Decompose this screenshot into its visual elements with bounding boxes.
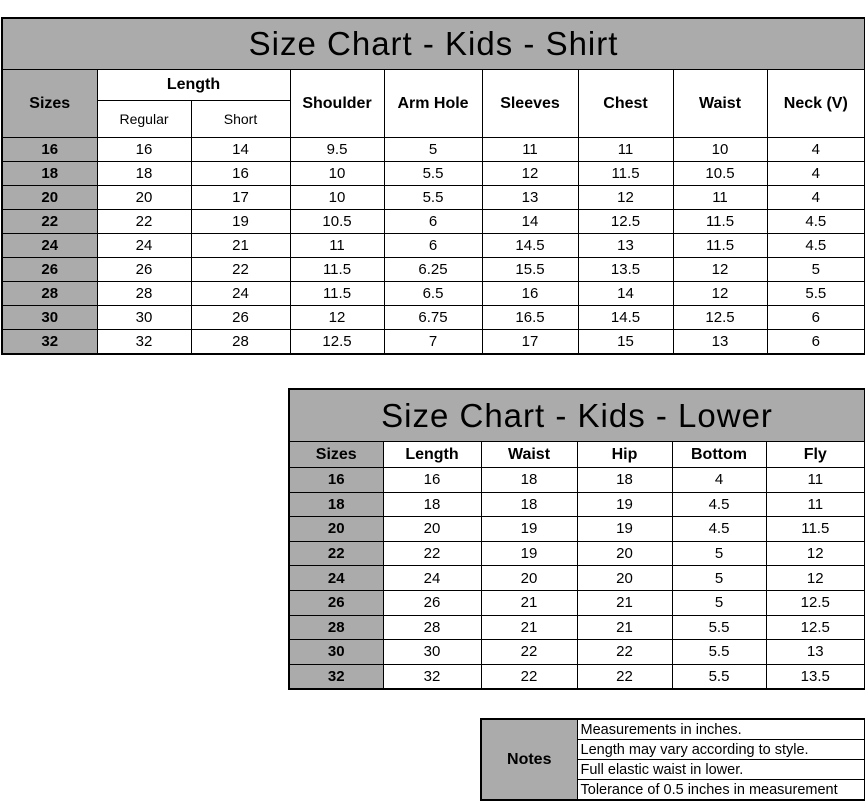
shirt-size-value: 12.5 (290, 330, 384, 355)
shirt-size-value: 22 (97, 210, 191, 234)
shirt-size-value: 4 (767, 186, 865, 210)
lower-size-value: 12.5 (766, 615, 865, 640)
shirt-size-value: 14 (482, 210, 578, 234)
size-label-cell: 24 (289, 566, 383, 591)
shirt-size-value: 6 (384, 210, 482, 234)
size-label-cell: 28 (2, 282, 97, 306)
shirt-size-value: 32 (97, 330, 191, 355)
shirt-size-value: 6.25 (384, 258, 482, 282)
size-label-cell: 18 (2, 162, 97, 186)
lower-size-value: 18 (577, 468, 672, 493)
lower-size-value: 21 (481, 615, 577, 640)
note-line: Tolerance of 0.5 inches in measurement (577, 780, 865, 801)
shirt-size-value: 9.5 (290, 138, 384, 162)
notes-box (480, 718, 865, 801)
shirt-size-value: 5.5 (384, 186, 482, 210)
shirt-size-value: 11.5 (290, 282, 384, 306)
shirt-size-value: 16 (191, 162, 290, 186)
shirt-size-value: 16 (482, 282, 578, 306)
shirt-size-row (2, 162, 865, 186)
shirt-size-value: 24 (97, 234, 191, 258)
shirt-size-value: 16.5 (482, 306, 578, 330)
size-label-cell: 26 (289, 590, 383, 615)
shirt-size-value: 11.5 (290, 258, 384, 282)
shirt-size-value: 6.5 (384, 282, 482, 306)
lower-size-value: 22 (481, 664, 577, 689)
lower-size-value: 11.5 (766, 517, 865, 542)
lower-size-table (288, 388, 865, 690)
lower-size-value: 11 (766, 492, 865, 517)
shirt-size-value: 22 (191, 258, 290, 282)
lower-header-sizes: Sizes (289, 442, 383, 468)
lower-size-row (289, 541, 865, 566)
shirt-size-value: 6 (384, 234, 482, 258)
shirt-size-row (2, 210, 865, 234)
shirt-size-value: 12 (578, 186, 673, 210)
lower-size-row (289, 615, 865, 640)
lower-size-value: 21 (577, 590, 672, 615)
shirt-size-value: 17 (191, 186, 290, 210)
shirt-size-value: 11.5 (673, 210, 767, 234)
size-label-cell: 32 (2, 330, 97, 355)
shirt-size-row (2, 282, 865, 306)
shirt-size-value: 12 (290, 306, 384, 330)
lower-size-value: 5.5 (672, 640, 766, 665)
shirt-size-value: 14 (191, 138, 290, 162)
notes-table (480, 718, 865, 801)
shirt-header-regular: Regular (97, 101, 191, 138)
shirt-size-value: 14.5 (482, 234, 578, 258)
lower-size-row (289, 468, 865, 493)
lower-header-row (289, 442, 865, 468)
lower-header-hip: Hip (577, 442, 672, 468)
shirt-size-value: 5.5 (384, 162, 482, 186)
shirt-size-row (2, 330, 865, 355)
shirt-size-value: 12 (482, 162, 578, 186)
lower-size-row (289, 640, 865, 665)
lower-size-value: 20 (577, 541, 672, 566)
lower-size-value: 18 (383, 492, 481, 517)
shirt-size-row (2, 186, 865, 210)
shirt-size-chart (1, 17, 865, 355)
shirt-size-value: 18 (97, 162, 191, 186)
shirt-size-value: 4 (767, 138, 865, 162)
lower-title-row (289, 389, 865, 442)
lower-size-value: 5 (672, 541, 766, 566)
lower-size-value: 5 (672, 590, 766, 615)
shirt-size-value: 14.5 (578, 306, 673, 330)
shirt-size-value: 10 (290, 186, 384, 210)
lower-size-value: 20 (577, 566, 672, 591)
lower-size-value: 21 (481, 590, 577, 615)
size-label-cell: 30 (2, 306, 97, 330)
size-label-cell: 32 (289, 664, 383, 689)
shirt-size-row (2, 306, 865, 330)
lower-size-value: 19 (481, 541, 577, 566)
shirt-size-value: 10 (290, 162, 384, 186)
shirt-size-value: 5 (767, 258, 865, 282)
shirt-size-value: 26 (191, 306, 290, 330)
lower-size-value: 12.5 (766, 590, 865, 615)
shirt-size-value: 11 (290, 234, 384, 258)
lower-size-value: 20 (481, 566, 577, 591)
lower-size-value: 22 (577, 664, 672, 689)
size-label-cell: 16 (289, 468, 383, 493)
shirt-size-value: 11 (578, 138, 673, 162)
lower-size-row (289, 492, 865, 517)
note-line: Measurements in inches. (577, 719, 865, 740)
notes-label: Notes (481, 719, 577, 800)
shirt-header-waist: Waist (673, 70, 767, 138)
shirt-size-table (1, 17, 865, 355)
size-label-cell: 20 (2, 186, 97, 210)
shirt-header-sleeves: Sleeves (482, 70, 578, 138)
lower-size-value: 22 (577, 640, 672, 665)
lower-size-value: 4.5 (672, 492, 766, 517)
size-label-cell: 26 (2, 258, 97, 282)
lower-size-row (289, 590, 865, 615)
shirt-size-value: 16 (97, 138, 191, 162)
shirt-size-value: 5.5 (767, 282, 865, 306)
lower-size-value: 28 (383, 615, 481, 640)
shirt-size-value: 6.75 (384, 306, 482, 330)
shirt-size-value: 5 (384, 138, 482, 162)
shirt-size-row (2, 138, 865, 162)
lower-size-value: 11 (766, 468, 865, 493)
shirt-size-value: 28 (97, 282, 191, 306)
lower-size-value: 12 (766, 541, 865, 566)
shirt-size-value: 13 (482, 186, 578, 210)
lower-header-bottom: Bottom (672, 442, 766, 468)
shirt-size-value: 26 (97, 258, 191, 282)
lower-size-row (289, 664, 865, 689)
shirt-size-value: 10 (673, 138, 767, 162)
shirt-size-value: 20 (97, 186, 191, 210)
lower-size-value: 13 (766, 640, 865, 665)
lower-size-value: 4 (672, 468, 766, 493)
note-row (481, 719, 865, 740)
shirt-header-arm-hole: Arm Hole (384, 70, 482, 138)
shirt-size-value: 4.5 (767, 210, 865, 234)
lower-size-value: 24 (383, 566, 481, 591)
shirt-header-row-top (2, 70, 865, 101)
lower-size-value: 26 (383, 590, 481, 615)
shirt-size-value: 12 (673, 258, 767, 282)
shirt-size-value: 11.5 (578, 162, 673, 186)
lower-size-value: 19 (577, 517, 672, 542)
shirt-header-length: Length (97, 70, 290, 101)
shirt-size-value: 4 (767, 162, 865, 186)
shirt-size-value: 13.5 (578, 258, 673, 282)
lower-size-row (289, 517, 865, 542)
lower-size-value: 32 (383, 664, 481, 689)
size-label-cell: 30 (289, 640, 383, 665)
size-label-cell: 28 (289, 615, 383, 640)
shirt-size-value: 14 (578, 282, 673, 306)
shirt-size-value: 13 (578, 234, 673, 258)
shirt-size-value: 6 (767, 306, 865, 330)
lower-header-waist: Waist (481, 442, 577, 468)
shirt-title-row (2, 18, 865, 70)
lower-size-value: 12 (766, 566, 865, 591)
shirt-size-value: 11 (482, 138, 578, 162)
lower-size-value: 19 (577, 492, 672, 517)
shirt-header-sizes: Sizes (2, 70, 97, 138)
lower-size-value: 5 (672, 566, 766, 591)
shirt-size-value: 6 (767, 330, 865, 355)
lower-size-value: 5.5 (672, 664, 766, 689)
lower-size-value: 30 (383, 640, 481, 665)
shirt-size-value: 7 (384, 330, 482, 355)
shirt-size-value: 19 (191, 210, 290, 234)
shirt-header-short: Short (191, 101, 290, 138)
shirt-size-value: 15 (578, 330, 673, 355)
shirt-size-value: 21 (191, 234, 290, 258)
shirt-size-value: 11 (673, 186, 767, 210)
size-label-cell: 16 (2, 138, 97, 162)
size-label-cell: 22 (289, 541, 383, 566)
shirt-size-value: 12.5 (673, 306, 767, 330)
size-label-cell: 22 (2, 210, 97, 234)
note-line: Full elastic waist in lower. (577, 760, 865, 780)
shirt-size-value: 17 (482, 330, 578, 355)
shirt-size-value: 28 (191, 330, 290, 355)
size-label-cell: 18 (289, 492, 383, 517)
shirt-size-value: 12 (673, 282, 767, 306)
shirt-size-value: 13 (673, 330, 767, 355)
shirt-table-title: Size Chart - Kids - Shirt (2, 18, 865, 70)
shirt-size-value: 12.5 (578, 210, 673, 234)
shirt-size-value: 15.5 (482, 258, 578, 282)
shirt-size-value: 30 (97, 306, 191, 330)
lower-header-length: Length (383, 442, 481, 468)
shirt-size-value: 10.5 (673, 162, 767, 186)
lower-size-value: 16 (383, 468, 481, 493)
lower-size-value: 22 (481, 640, 577, 665)
shirt-header-neck: Neck (V) (767, 70, 865, 138)
lower-size-value: 20 (383, 517, 481, 542)
lower-size-value: 19 (481, 517, 577, 542)
lower-size-value: 18 (481, 492, 577, 517)
shirt-size-value: 11.5 (673, 234, 767, 258)
lower-size-value: 13.5 (766, 664, 865, 689)
lower-size-row (289, 566, 865, 591)
shirt-size-value: 24 (191, 282, 290, 306)
lower-table-title: Size Chart - Kids - Lower (289, 389, 865, 442)
size-label-cell: 20 (289, 517, 383, 542)
lower-size-chart (288, 388, 865, 690)
lower-size-value: 18 (481, 468, 577, 493)
lower-header-fly: Fly (766, 442, 865, 468)
lower-size-value: 5.5 (672, 615, 766, 640)
shirt-size-row (2, 234, 865, 258)
shirt-header-shoulder: Shoulder (290, 70, 384, 138)
lower-size-value: 21 (577, 615, 672, 640)
shirt-size-value: 10.5 (290, 210, 384, 234)
shirt-header-chest: Chest (578, 70, 673, 138)
shirt-size-value: 4.5 (767, 234, 865, 258)
shirt-size-row (2, 258, 865, 282)
size-label-cell: 24 (2, 234, 97, 258)
note-line: Length may vary according to style. (577, 740, 865, 760)
lower-size-value: 4.5 (672, 517, 766, 542)
lower-size-value: 22 (383, 541, 481, 566)
